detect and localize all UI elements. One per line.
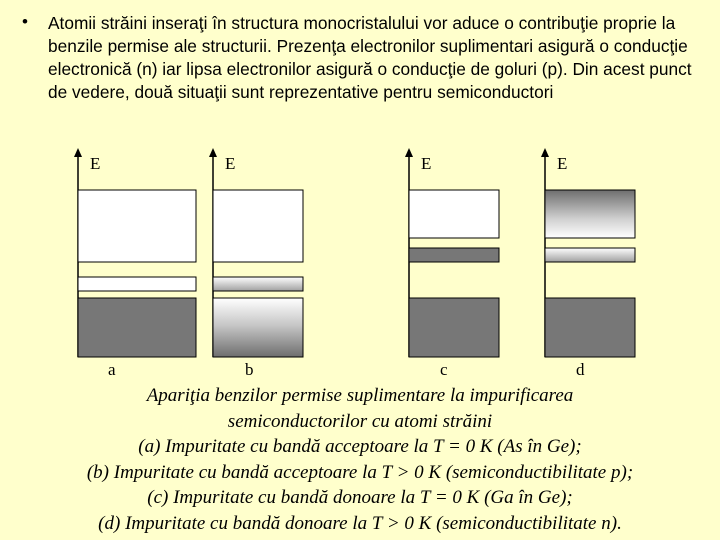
impurity-band (213, 277, 303, 291)
impurity-band (78, 277, 196, 291)
valence-band (78, 298, 196, 357)
valence-band (213, 298, 303, 357)
axis-label-e: E (90, 154, 101, 173)
impurity-band (409, 248, 499, 262)
valence-band (545, 298, 635, 357)
conduction-band (545, 190, 635, 238)
panel-a (74, 148, 196, 379)
conduction-band (213, 190, 303, 262)
bullet-paragraph: Atomii străini inseraţi în structura monocristalului vor aduce o contribuţie proprie la benzile permise ale structurii. Prezenţa electronilor suplimentari asigură o conducţie electronică (n) iar lipsa electronilor asigură o conducţie de goluri (p). Din acest punct de vedere, două situaţii sunt reprezentative pentru semiconductori (48, 13, 692, 102)
valence-band (409, 298, 499, 357)
panel-label-d: d (576, 360, 585, 379)
caption-title: Apariţia benzilor permise suplimentare la impurificarea (146, 385, 574, 406)
panel-label-c: c (440, 360, 448, 379)
panel-d (541, 148, 635, 379)
conduction-band (409, 190, 499, 238)
axis-label-e: E (421, 154, 432, 173)
panel-label-b: b (245, 360, 254, 379)
bullet-icon: • (22, 12, 28, 31)
impurity-band (545, 248, 635, 262)
axis-label-e: E (225, 154, 236, 173)
caption-item-a: (a) Impuritate cu bandă acceptoare la T = 0 K (As în Ge); (138, 436, 582, 457)
panel-b (209, 148, 303, 379)
panel-c (405, 148, 499, 379)
figure-caption (0, 383, 720, 536)
caption-title-continued: semiconductorilor cu atomi străini (227, 410, 493, 432)
caption-item-c: (c) Impuritate cu bandă donoare la T = 0 K (Ga în Ge); (147, 487, 573, 508)
caption-item-b: (b) Impuritate cu bandă acceptoare la T > 0 K (semiconductibilitate p); (86, 461, 634, 483)
axis-label-e: E (557, 154, 568, 173)
caption-item-d: (d) Impuritate cu bandă donoare la T > 0 K (semiconductibilitate n). (98, 512, 622, 534)
conduction-band (78, 190, 196, 262)
panel-label-a: a (108, 360, 116, 379)
